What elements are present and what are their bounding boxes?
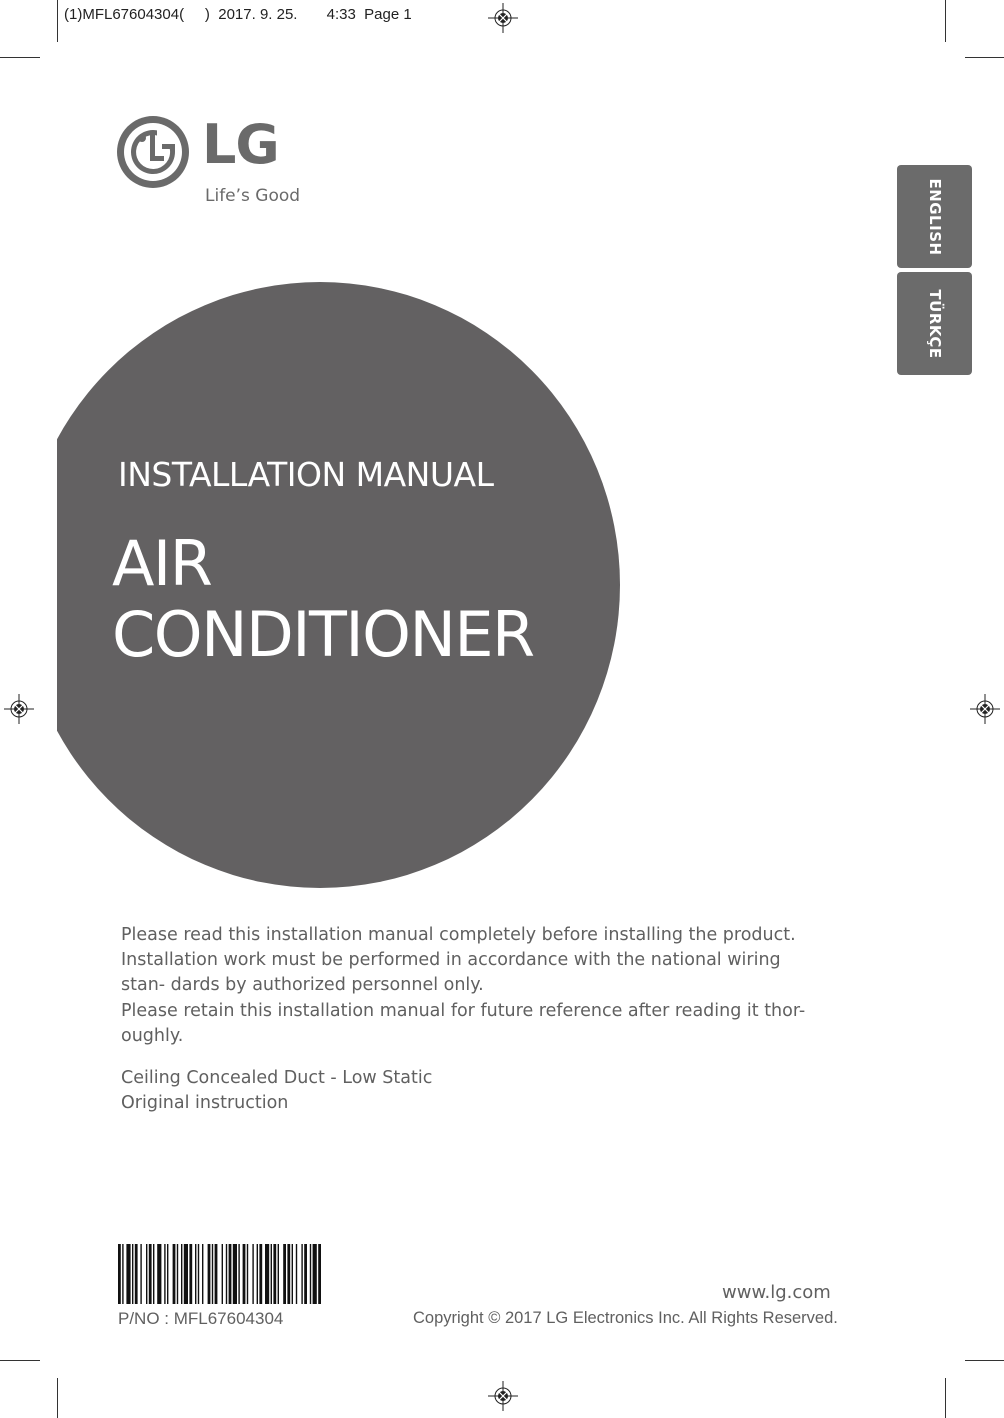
barcode-bar (247, 1244, 248, 1304)
tab-english-label: ENGLISH (925, 177, 944, 256)
barcode-bar (146, 1244, 147, 1304)
tab-turkce[interactable] (897, 272, 972, 375)
intro-paragraph: Installation work must be performed in accordance with the national wiring stan- dards by authorized personnel only. (121, 950, 781, 996)
barcode-bar (208, 1244, 211, 1304)
barcode-bar (122, 1244, 123, 1304)
tab-english[interactable] (897, 165, 972, 268)
crop-mark (945, 0, 946, 42)
barcode-bar (252, 1244, 253, 1304)
barcode-bar (157, 1244, 161, 1304)
crop-mark (57, 0, 58, 42)
barcode-bar (173, 1244, 176, 1304)
crop-mark (945, 1378, 946, 1418)
crop-mark (57, 1378, 58, 1418)
barcode-bar (212, 1244, 213, 1304)
barcode-bar (278, 1244, 279, 1304)
brand-tagline: Life’s Good (205, 186, 301, 206)
registration-mark-icon (488, 1381, 518, 1411)
crop-mark (965, 57, 1004, 58)
intro-text (121, 923, 811, 1049)
barcode-bar (132, 1244, 133, 1304)
product-title-line-2: CONDITIONER (112, 598, 534, 671)
registration-mark-icon (970, 694, 1000, 724)
print-slug: (1)MFL67604304( ) 2017. 9. 25. 4:33 Page 1 (64, 6, 412, 23)
instruction-note: Original instruction (121, 1093, 289, 1114)
barcode-bar (126, 1244, 130, 1304)
lg-logo-text: LG (202, 113, 279, 176)
intro-paragraph: Please retain this installation manual for future reference after reading it thor- oughly. (121, 1000, 806, 1046)
barcode-bar (135, 1244, 138, 1304)
barcode-bar (287, 1244, 290, 1304)
barcode-bar (222, 1244, 223, 1304)
product-title-line-1: AIR (112, 527, 212, 600)
barcode-bar (140, 1244, 141, 1304)
copyright: Copyright © 2017 LG Electronics Inc. All Rights Reserved. (413, 1309, 838, 1327)
lg-face-logo-icon (117, 116, 189, 188)
website-link[interactable]: www.lg.com (722, 1282, 831, 1303)
barcode-bar (296, 1244, 297, 1304)
barcode-bar (181, 1244, 182, 1304)
barcode-bar (202, 1244, 203, 1304)
barcode-bar (167, 1244, 168, 1304)
barcode-bar (233, 1244, 237, 1304)
crop-mark (0, 1360, 40, 1361)
barcode-bar (271, 1244, 272, 1304)
barcode-bar (118, 1244, 121, 1304)
barcode-bar (283, 1244, 286, 1304)
barcode-bar (313, 1244, 317, 1304)
document-type-heading: INSTALLATION MANUAL (118, 455, 494, 494)
barcode-bar (238, 1244, 239, 1304)
registration-mark-icon (4, 694, 34, 724)
barcode-bar (265, 1244, 269, 1304)
product-title (112, 528, 534, 670)
barcode-icon (118, 1244, 430, 1304)
tab-turkce-label: TÜRKÇE (925, 288, 944, 359)
barcode-bar (198, 1244, 199, 1304)
barcode-bar (177, 1244, 178, 1304)
barcode-bar (149, 1244, 152, 1304)
barcode-bar (318, 1244, 321, 1304)
barcode-bar (301, 1244, 302, 1304)
barcode-bar (292, 1244, 293, 1304)
product-type: Ceiling Concealed Duct - Low Static (121, 1068, 433, 1088)
barcode-bar (184, 1244, 188, 1304)
barcode-bar (153, 1244, 154, 1304)
barcode-bar (243, 1244, 246, 1304)
barcode-bar (164, 1244, 165, 1304)
barcode-bar (310, 1244, 311, 1304)
barcode-bar (195, 1244, 196, 1304)
barcode-bar (304, 1244, 307, 1304)
part-number: P/NO : MFL67604304 (118, 1309, 284, 1328)
barcode-bar (259, 1244, 262, 1304)
crop-mark (0, 57, 40, 58)
barcode-bar (229, 1244, 232, 1304)
registration-mark-icon (488, 3, 518, 33)
intro-paragraph: Please read this installation manual completely before installing the product. (121, 925, 796, 945)
barcode-bar (226, 1244, 227, 1304)
barcode-bar (273, 1244, 276, 1304)
product-subtitle (121, 1066, 432, 1116)
barcode-bar (257, 1244, 258, 1304)
barcode-bar (189, 1244, 192, 1304)
barcode-bar (215, 1244, 218, 1304)
crop-mark (965, 1360, 1004, 1361)
